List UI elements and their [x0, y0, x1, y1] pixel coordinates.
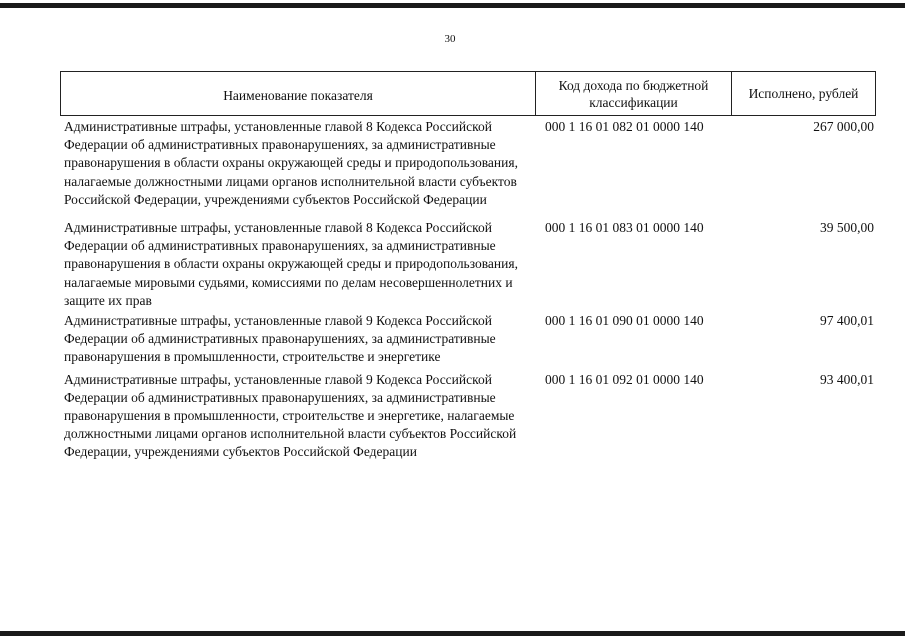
row-indicator-name: Административные штрафы, установленные главой 9 Кодекса Российской Федерации об административных правонарушениях, за административные правонарушения в промышленности, строительстве и энергетике: [64, 313, 496, 365]
table-row: [60, 312, 876, 367]
row-indicator-name: Административные штрафы, установленные главой 9 Кодекса Российской Федерации об административных правонарушениях, за административные правонарушения в промышленности, строительстве и энергетике, налагаемые должностными лицами органов исполнительной власти субъектов Российской Федерации, учреждениями субъектов Российской Федерации: [64, 371, 517, 460]
header-indicator-name: Наименование показателя: [61, 72, 536, 115]
table-row: [60, 219, 876, 310]
top-border-bar: [0, 3, 905, 8]
bottom-border-bar: [0, 631, 905, 636]
table-row: [60, 118, 876, 209]
row-income-code: 000 1 16 01 090 01 0000 140: [545, 313, 704, 329]
header-executed: Исполнено, рублей: [748, 86, 859, 101]
row-executed-value: 93 400,01: [820, 371, 874, 387]
table-header: [60, 71, 876, 116]
row-indicator-name: Административные штрафы, установленные главой 8 Кодекса Российской Федерации об административных правонарушениях, за административные правонарушения в области охраны окружающей среды и природопользования, налагаемые мировыми судьями, комиссиями по делам несовершеннолетних и защите их прав: [64, 220, 518, 308]
table-body: [60, 118, 876, 462]
table-row: [60, 371, 876, 462]
row-executed-value: 267 000,00: [813, 119, 874, 134]
row-income-code: 000 1 16 01 082 01 0000 140: [545, 119, 704, 134]
row-executed-value: 97 400,01: [820, 313, 874, 329]
page-number: 30: [444, 33, 456, 45]
row-income-code: 000 1 16 01 092 01 0000 140: [545, 371, 704, 387]
row-income-code: 000 1 16 01 083 01 0000 140: [545, 220, 704, 236]
row-indicator-name: Административные штрафы, установленные главой 8 Кодекса Российской Федерации об административных правонарушениях, за административные правонарушения в области охраны окружающей среды и природопользования, налагаемые должностными лицами органов исполнительной власти субъектов Российской Федерации, учреждениями субъектов Российской Федерации: [64, 119, 518, 207]
header-income-code: Код дохода по бюджетной классификации: [536, 72, 732, 115]
row-executed-value: 39 500,00: [820, 220, 874, 236]
